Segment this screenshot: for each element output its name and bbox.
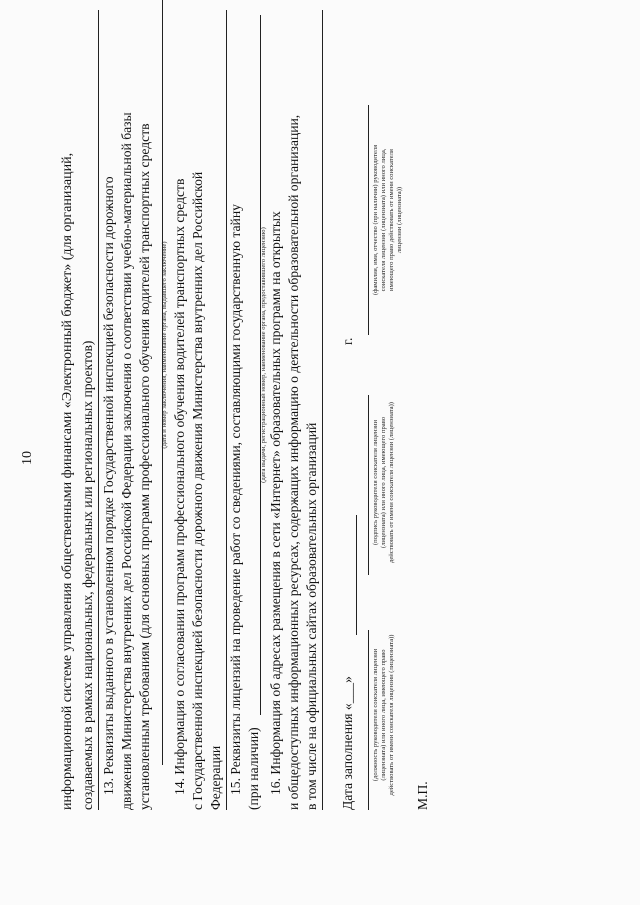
text-line: (при наличии) xyxy=(246,727,261,810)
caption-line: имеющего право действовать от имени соискателя xyxy=(388,149,395,291)
text-line: Федерации xyxy=(208,745,223,810)
license-caption: (дата выдачи, регистрационный номер, наименование органа, предоставившего лицензию) xyxy=(260,227,267,483)
text-line: и общедоступных информационных ресурсах, содержащих информацию о деятельности образовательной организации, xyxy=(286,114,301,810)
signature-caption xyxy=(372,385,396,580)
underline xyxy=(226,10,227,810)
text-line: создаваемых в рамках национальных, федеральных или региональных проектов) xyxy=(80,340,95,810)
date-year-suffix: г. xyxy=(340,337,355,345)
text-line: установленным требованиям (для основных программ профессионального обучения водителей транспортных средств xyxy=(137,123,152,810)
conclusion-caption: (дата и номер заключения, наименование органа, выдавшего заключение) xyxy=(161,241,168,449)
stamp-place: М.П. xyxy=(415,781,430,810)
text-line: движения Министерства внутренних дел Российской Федерации заключения о соответствии учебно-материальной базы xyxy=(119,112,134,810)
caption-line: лицензии (лицензиата)) xyxy=(396,186,403,254)
caption-line: (должность руководителя соискателя лицензии xyxy=(372,648,379,782)
caption-line: действовать от имени соискателя лицензии (лицензиата)) xyxy=(388,634,395,796)
caption-line: соискателя лицензии (лицензиата) или иного лица, xyxy=(380,148,387,292)
caption-line: (фамилия, имя, отчество (при наличии) руководителя xyxy=(372,144,379,296)
signature-line xyxy=(368,395,369,575)
underline xyxy=(322,10,323,810)
caption-line: (подпись руководителя соискателя лицензии xyxy=(372,419,379,546)
text-line: с Государственной инспекцией безопасности дорожного движения Министерства внутренних дел Российской xyxy=(190,171,205,810)
caption-line: действовать от имени соискателя лицензии (лицензиата)) xyxy=(388,402,395,563)
underline xyxy=(98,10,99,810)
text-line: 15. Реквизиты лицензий на проведение работ со сведениями, составляющими государственную тайну xyxy=(228,204,243,795)
caption-line: (лицензиата) или иного лица, имеющего право xyxy=(380,416,387,549)
text-line: 16. Информация об адресах размещения в сети «Интернет» образовательных программ на открытых xyxy=(268,211,283,795)
text-line: в том числе на официальных сайтах образовательных организаций xyxy=(304,422,319,810)
date-line xyxy=(356,515,357,635)
date-fill-label: Дата заполнения «___» xyxy=(340,676,355,810)
position-line xyxy=(368,630,369,810)
page-number: 10 xyxy=(20,451,35,465)
position-caption xyxy=(372,620,396,810)
text-line: информационной системе управления общественными финансами «Электронный бюджет» (для организаций, xyxy=(60,152,75,810)
name-line xyxy=(368,105,369,335)
text-line: 13. Реквизиты выданного в установленном порядке Государственной инспекцией безопасности дорожного xyxy=(101,176,116,795)
text-line: 14. Информация о согласовании программ профессионального обучения водителей транспортных средств xyxy=(172,178,187,795)
caption-line: (лицензиата) или иного лица, имеющего право xyxy=(380,649,387,781)
name-caption xyxy=(372,105,404,335)
